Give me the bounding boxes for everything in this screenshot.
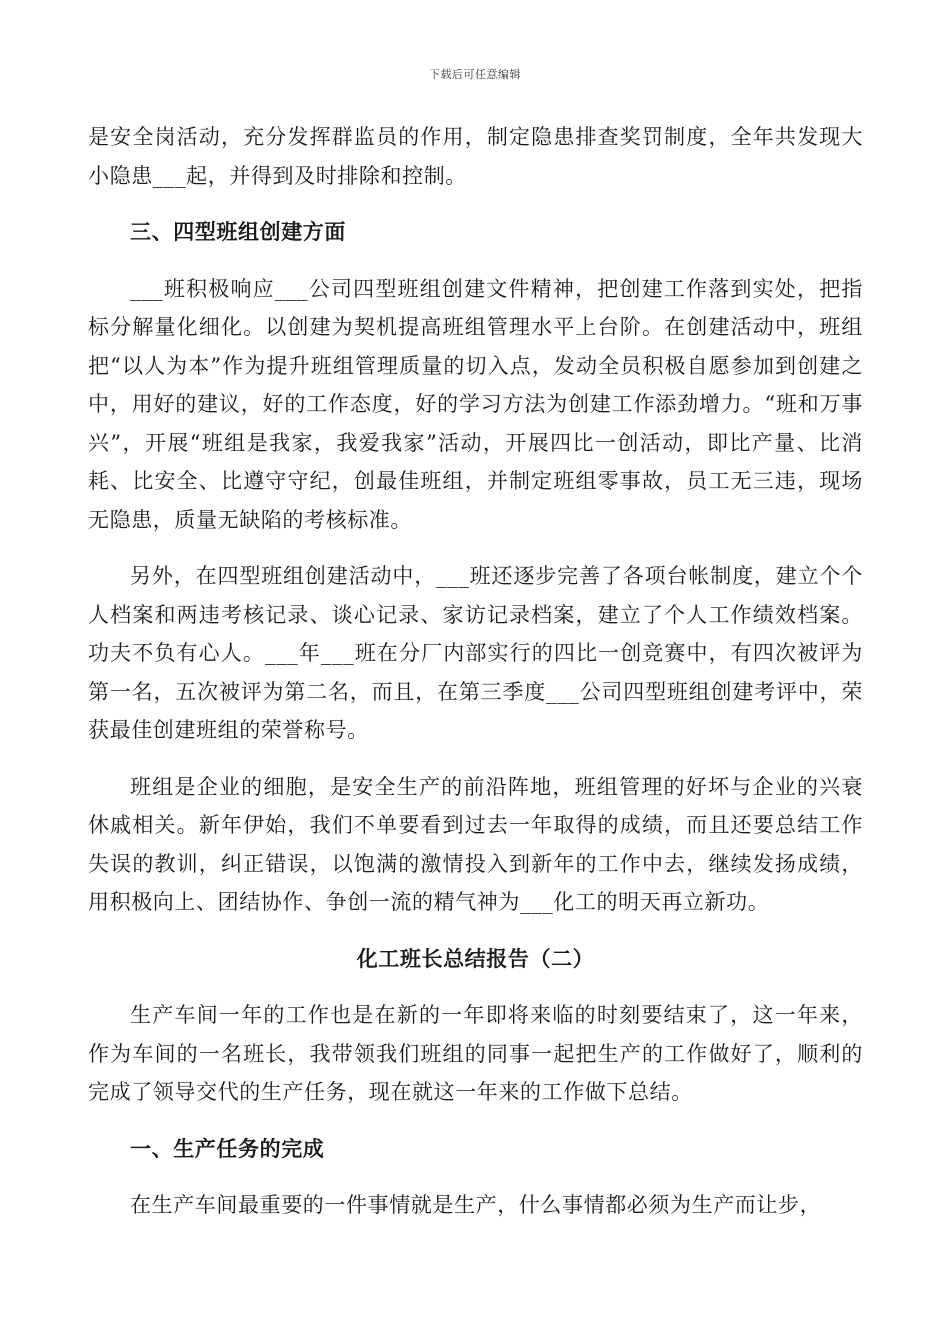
paragraph: ___班积极响应___公司四型班组创建文件精神，把创建工作落到实处，把指标分解量化细化。以创建为契机提高班组管理水平上台阶。在创建活动中，班组把“以人为本”作为提升班组管理质量的切入点，发动全员积极自愿参加到创建之中，用好的建议，好的工作态度，好的学习方法为创建工作添劲增力。“班和万事兴”，开展“班组是我家，我爱我家”活动，开展四比一创活动，即比产量、比消耗、比安全、比遵守守纪，创最佳班组，并制定班组零事故，员工无三违，现场无隐患，质量无缺陷的考核标准。	[88, 276, 863, 532]
paragraph: 在生产车间最重要的一件事情就是生产，什么事情都必须为生产而让步，	[130, 1193, 822, 1217]
document-body	[88, 118, 863, 1243]
section-heading-3: 三、四型班组创建方面	[130, 219, 346, 244]
paragraph: 生产车间一年的工作也是在新的一年即将来临的时刻要结束了，这一年来，作为车间的一名班长，我带领我们班组的同事一起把生产的工作做好了，顺利的完成了领导交代的生产任务，现在就这一年来的工作做下总结。	[88, 1003, 863, 1104]
paragraph: 班组是企业的细胞，是安全生产的前沿阵地，班组管理的好坏与企业的兴衰休戚相关。新年伊始，我们不单要看到过去一年取得的成绩，而且还要总结工作失误的教训，纠正错误，以饱满的激情投入到新年的工作中去，继续发扬成绩，用积极向上、团结协作、争创一流的精气神为___化工的明天再立新功。	[88, 774, 863, 914]
paragraph: 另外，在四型班组创建活动中，___班还逐步完善了各项台帐制度，建立个个人档案和两违考核记录、谈心记录、家访记录档案，建立了个人工作绩效档案。功夫不负有心人。___年___班在分厂内部实行的四比一创竞赛中，有四次被评为第一名，五次被评为第二名，而且，在第三季度___公司四型班组创建考评中，荣获最佳创建班组的荣誉称号。	[88, 564, 863, 742]
header-note: 下载后可任意编辑	[429, 68, 521, 81]
paragraph-continuation: 是安全岗活动，充分发挥群监员的作用，制定隐患排查奖罚制度，全年共发现大小隐患___起，并得到及时排除和控制。	[88, 125, 863, 188]
report-title: 化工班长总结报告（二）	[356, 945, 595, 971]
section-heading-1: 一、生产任务的完成	[130, 1135, 325, 1161]
